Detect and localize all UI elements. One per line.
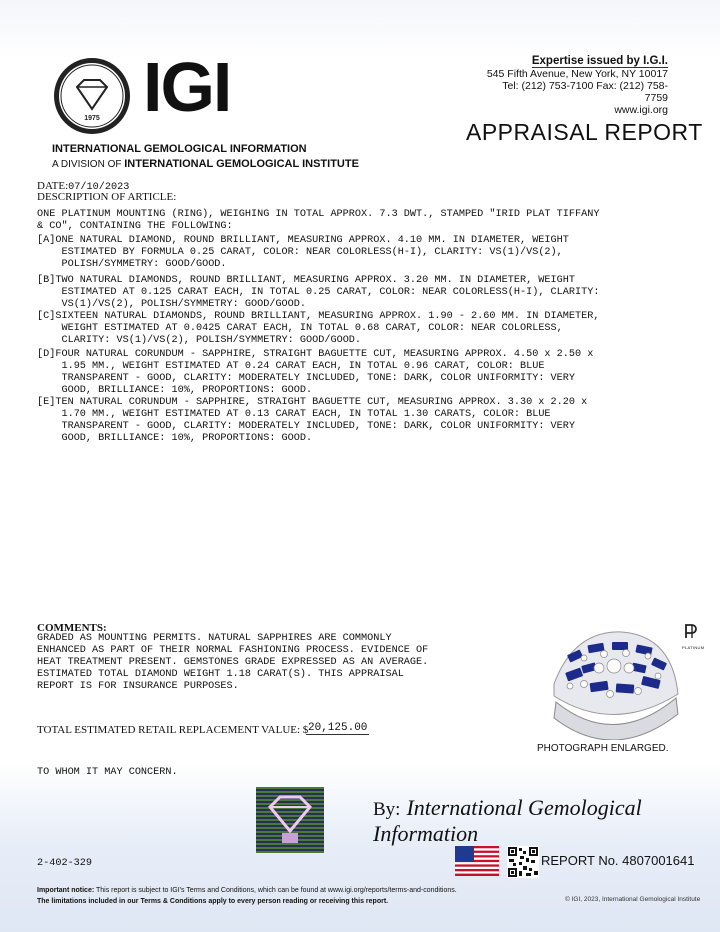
platinum-label: PLATINUM xyxy=(682,645,705,650)
report-title: APPRAISAL REPORT xyxy=(466,119,703,145)
signature-line xyxy=(373,795,720,847)
comments-text: GRADED AS MOUNTING PERMITS. NATURAL SAPPHIRES ARE COMMONLY ENHANCED AS PART OF THEIR NORMAL FASHIONING PROCESS. EVIDENCE OF HEAT TREATMENT PRESENT. GEMSTONES GRADE EXPRESSED AS AN AVERAGE. ESTIMATED TOTAL DIAMOND WEIGHT 1.18 CARAT(S). THIS APPRAISAL REPORT IS FOR INSURANCE PURPOSES. xyxy=(37,633,429,692)
header-background xyxy=(0,0,720,60)
stone-item-c: [C]SIXTEEN NATURAL DIAMONDS, ROUND BRILLIANT, MEASURING APPROX. 1.90 - 2.60 MM. IN DIAMETER, WEIGHT ESTIMATED AT 0.0425 CARAT EACH, IN TOTAL 0.68 CARAT, COLOR: NEAR COLORLESS, CLARITY: VS(1)/VS(2), POLISH/SYMMETRY: GOOD/GOOD. xyxy=(37,311,600,346)
value-label: TOTAL ESTIMATED RETAIL REPLACEMENT VALUE: $ xyxy=(37,724,309,736)
description-intro: ONE PLATINUM MOUNTING (RING), WEIGHING IN TOTAL APPROX. 7.3 DWT., STAMPED "IRID PLAT TIFFANY & CO", CONTAINING THE FOLLOWING: xyxy=(37,209,600,232)
comments-label: COMMENTS: xyxy=(37,622,107,634)
document-code: 2-402-329 xyxy=(37,858,93,869)
platinum-pt-icon xyxy=(682,622,704,640)
stone-item-d: [D]FOUR NATURAL CORUNDUM - SAPPHIRE, STRAIGHT BAGUETTE CUT, MEASURING APPROX. 4.50 x 2.50 x 1.95 MM., WEIGHT ESTIMATED AT 0.24 CARAT EACH, IN TOTAL 0.96 CARAT, COLOR: BLUE TRANSPARENT - GOOD, CLARITY: MODERATELY INCLUDED, TONE: DARK, COLOR UNIFORMITY: VERY GOOD, BRILLIANCE: 10%, PROPORTIONS: GOOD. xyxy=(37,349,594,396)
to-whom-line: TO WHOM IT MAY CONCERN. xyxy=(37,767,178,778)
value-amount: 20,125.00 xyxy=(308,722,368,734)
limitations-text: The limitations included in our Terms & Conditions apply to every person reading or receiving this report. xyxy=(37,898,389,905)
expertise-title: Expertise issued by I.G.I. xyxy=(531,55,668,67)
stone-item-a: [A]ONE NATURAL DIAMOND, ROUND BRILLIANT, MEASURING APPROX. 4.10 MM. IN DIAMETER, WEIGHT ESTIMATED BY FORMULA 0.25 CARAT, COLOR: NEAR COLORLESS(H-I), CLARITY: VS(1)/VS(2), POLISH/SYMMETRY: GOOD/GOOD. xyxy=(37,235,569,270)
stone-item-e: [E]TEN NATURAL CORUNDUM - SAPPHIRE, STRAIGHT BAGUETTE CUT, MEASURING APPROX. 3.30 x 2.20 x 1.70 MM., WEIGHT ESTIMATED AT 0.13 CARAT EACH, IN TOTAL 1.30 CARATS, COLOR: BLUE TRANSPARENT - GOOD, CLARITY: MODERATELY INCLUDED, TONE: DARK, COLOR UNIFORMITY: VERY GOOD, BRILLIANCE: 10%, PROPORTIONS: GOOD. xyxy=(37,397,588,444)
copyright: © IGI, 2023, International Gemological Institute xyxy=(565,896,701,903)
address: 545 Fifth Avenue, New York, NY 10017 xyxy=(486,68,668,80)
ring-photo xyxy=(544,624,684,740)
qr-code-icon[interactable] xyxy=(507,846,539,878)
platinum-mark xyxy=(682,622,704,650)
seal-year: 1975 xyxy=(84,115,100,122)
signature-by: By: xyxy=(373,799,401,820)
date-value: 07/10/2023 xyxy=(68,182,130,193)
signature-name: International Gemological Information xyxy=(373,795,642,846)
phone-fax: Tel: (212) 753-7100 Fax: (212) 758-7759 xyxy=(502,80,668,104)
report-number: 4807001641 xyxy=(622,853,695,868)
report-number-line xyxy=(541,853,694,868)
description-label: DESCRIPTION OF ARTICLE: xyxy=(37,191,177,203)
report-number-label: REPORT No. xyxy=(541,853,619,868)
us-flag-icon xyxy=(455,846,499,876)
division-line xyxy=(52,158,359,170)
photo-caption: PHOTOGRAPH ENLARGED. xyxy=(537,743,669,754)
notice-label: Important notice: xyxy=(37,887,95,894)
org-name: INTERNATIONAL GEMOLOGICAL INFORMATION xyxy=(52,143,307,155)
igi-seal-icon xyxy=(53,57,131,135)
division-name: INTERNATIONAL GEMOLOGICAL INSTITUTE xyxy=(124,158,359,170)
notice-text: This report is subject to IGI's Terms and Conditions, which can be found at www.igi.org/reports/terms-and-conditions. xyxy=(96,887,457,894)
website-link[interactable]: www.igi.org xyxy=(614,104,668,116)
contact-block xyxy=(480,55,668,116)
division-prefix: A DIVISION OF xyxy=(52,159,122,170)
igi-logo: IGI xyxy=(143,48,231,126)
date-label: DATE: xyxy=(37,180,69,192)
hologram-seal-icon xyxy=(256,787,324,853)
stone-item-b: [B]TWO NATURAL DIAMONDS, ROUND BRILLIANT, MEASURING APPROX. 3.20 MM. IN DIAMETER, WEIGHT ESTIMATED AT 0.125 CARAT EACH, IN TOTAL 0.25 CARAT, COLOR: NEAR COLORLESS(H-I), CLARITY: VS(1)/VS(2), POLISH/SYMMETRY: GOOD/GOOD. xyxy=(37,275,600,310)
